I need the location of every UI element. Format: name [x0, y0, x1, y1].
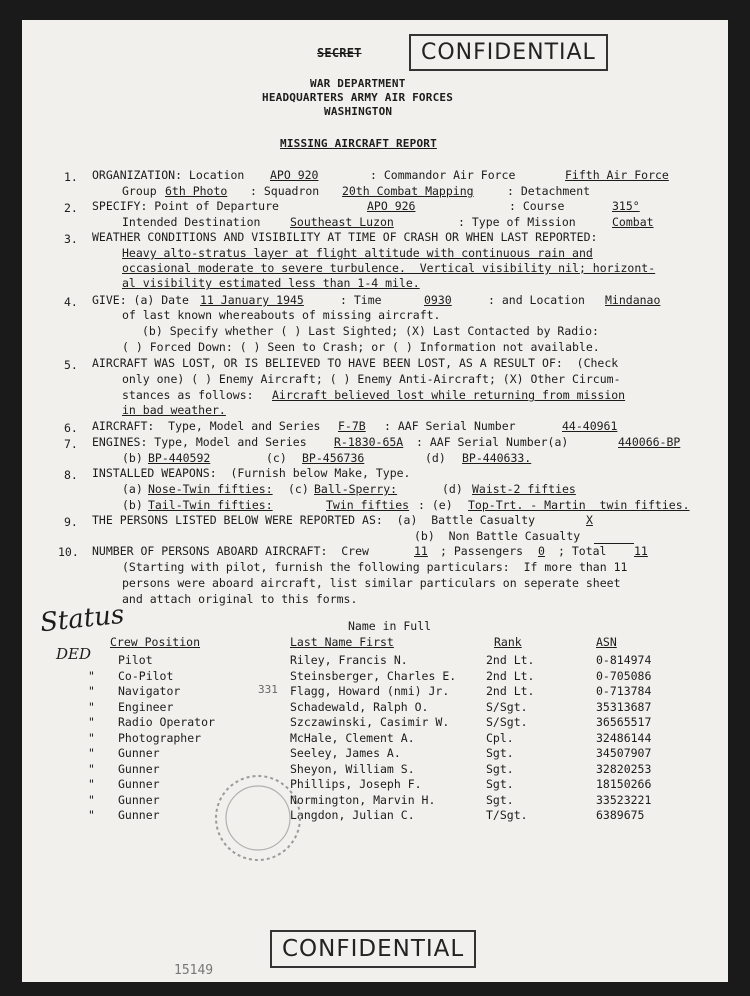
crew-position: Gunner — [118, 746, 160, 760]
ditto-mark: " — [88, 699, 95, 714]
document-page — [22, 20, 728, 982]
weapon-c-label: (c) — [288, 482, 309, 496]
crew-name: Riley, Francis N. — [290, 653, 408, 667]
persons-label: NUMBER OF PERSONS ABOARD AIRCRAFT: Crew — [92, 544, 369, 558]
table-row — [22, 700, 728, 714]
non-battle-label: (b) Non Battle Casualty — [414, 529, 581, 543]
hq-heading: HEADQUARTERS ARMY AIR FORCES — [262, 91, 454, 104]
ditto-mark: " — [88, 730, 95, 745]
circumstances-value: Aircraft believed lost while returning from mission — [272, 388, 626, 402]
weapon-c-value: Ball-Sperry: — [314, 482, 398, 496]
circular-seal — [212, 772, 304, 864]
crew-rank: Sgt. — [486, 777, 514, 791]
crew-value: 11 — [414, 544, 428, 558]
group-label: Group — [122, 184, 157, 198]
item-number: 9. — [64, 515, 78, 529]
crew-name: Seeley, James A. — [290, 746, 401, 760]
item-number: 5. — [64, 358, 78, 372]
crew-position: Gunner — [118, 761, 160, 776]
crew-asn: 35313687 — [596, 699, 652, 714]
weapon-e-value: Top-Trt. - Martin twin fifties. — [468, 498, 690, 512]
crew-name: Normington, Marvin H. — [290, 792, 436, 807]
persons-note-1: (Starting with pilot, furnish the following particulars: If more than 11 — [122, 560, 628, 574]
crew-asn: 18150266 — [596, 777, 652, 791]
crew-rank: Sgt. — [486, 792, 514, 807]
city-heading: WASHINGTON — [324, 105, 393, 118]
whereabouts-value: Mindanao — [605, 293, 661, 307]
crew-asn: 34507907 — [596, 746, 652, 760]
status-handwritten: Status — [38, 599, 126, 639]
crew-asn: 0-713784 — [596, 684, 652, 698]
name-header: Last Name First — [290, 635, 394, 649]
dept-heading: WAR DEPARTMENT — [310, 77, 406, 90]
confidential-stamp-top: CONFIDENTIAL — [409, 34, 608, 71]
org-label: ORGANIZATION: Location — [92, 168, 245, 182]
name-header-top: Name in Full — [348, 619, 432, 633]
detachment-label: : Detachment — [507, 184, 591, 198]
persons-note-3: and attach original to this forms. — [122, 592, 358, 606]
ditto-mark: " — [88, 684, 95, 698]
crew-rank: T/Sgt. — [486, 808, 528, 822]
course-value: 315° — [612, 199, 640, 213]
engine-c-label: (c) — [266, 451, 287, 465]
weapon-b-value: Tail-Twin fifties: — [148, 498, 273, 512]
cause-label: AIRCRAFT WAS LOST, OR IS BELIEVED TO HAVE BEEN LOST, AS A RESULT OF: (Check — [92, 356, 619, 370]
casualty-label: THE PERSONS LISTED BELOW WERE REPORTED AS: (a) Battle Casualty — [92, 513, 536, 527]
crew-rank: 2nd Lt. — [486, 684, 535, 698]
asn-header: ASN — [596, 635, 617, 649]
ded-handwritten: DED — [56, 645, 92, 663]
date-value: 11 January 1945 — [200, 293, 304, 307]
crew-name: Phillips, Joseph F. — [290, 777, 422, 791]
crew-position: Radio Operator — [118, 715, 215, 729]
crew-name: Szczawinski, Casimir W. — [290, 715, 450, 729]
destination-label: Intended Destination — [122, 215, 261, 229]
crew-position: Gunner — [118, 777, 160, 791]
passengers-label: ; Passengers — [440, 544, 524, 558]
departure-value: APO 926 — [367, 199, 416, 213]
crew-rank: Sgt. — [486, 761, 514, 776]
contact-options-2: ( ) Forced Down: ( ) Seen to Crash; or ( ) Information not available. — [122, 340, 600, 354]
crew-name: McHale, Clement A. — [290, 730, 415, 745]
ditto-mark: " — [88, 715, 95, 729]
aircraft-serial-label: : AAF Serial Number — [384, 419, 516, 433]
crew-asn: 0-814974 — [596, 653, 652, 667]
squadron-label: : Squadron — [250, 184, 320, 198]
table-row — [22, 715, 728, 729]
aircraft-serial-value: 44-40961 — [562, 419, 618, 433]
whereabouts-label: : and Location — [488, 293, 585, 307]
ditto-mark: " — [88, 808, 95, 822]
engine-b-label: (b) — [122, 451, 143, 465]
table-row — [22, 762, 728, 776]
weather-line-1: Heavy alto-stratus layer at flight altitude with continuous rain and — [122, 246, 593, 260]
crew-position: Engineer — [118, 699, 174, 714]
ditto-mark: " — [88, 792, 95, 807]
crew-rank: S/Sgt. — [486, 715, 528, 729]
ditto-mark: " — [88, 761, 95, 776]
item-number: 4. — [64, 295, 78, 309]
crew-asn: 32486144 — [596, 730, 652, 745]
table-row — [22, 731, 728, 745]
circumstances-label: stances as follows: — [122, 388, 254, 402]
crew-name: Schadewald, Ralph O. — [290, 699, 429, 714]
passengers-value: 0 — [538, 544, 545, 558]
table-row — [22, 653, 728, 667]
squadron-value: 20th Combat Mapping — [342, 184, 474, 198]
item-number: 8. — [64, 468, 78, 482]
weapon-d-value: Waist-2 fifties — [472, 482, 576, 496]
crew-asn: 36565517 — [596, 715, 652, 729]
document-number: 15149 — [174, 963, 214, 978]
ditto-mark: " — [88, 777, 95, 791]
battle-casualty-value: X — [586, 513, 593, 527]
item-number: 1. — [64, 170, 78, 184]
location-value: APO 920 — [270, 168, 319, 182]
item-number: 2. — [64, 201, 78, 215]
crew-rank: Cpl. — [486, 730, 514, 745]
engine-type-value: R-1830-65A — [334, 435, 404, 449]
contact-options: (b) Specify whether ( ) Last Sighted; (X) Last Contacted by Radio: — [142, 324, 599, 338]
crew-name: Flagg, Howard (nmi) Jr. — [290, 684, 450, 698]
course-label: : Course — [509, 199, 565, 213]
weapon-a-label: (a) — [122, 482, 143, 496]
item-number: 3. — [64, 232, 78, 246]
crew-position: Pilot — [118, 653, 153, 667]
weapon-d-label: (d) — [442, 482, 463, 496]
table-row — [22, 808, 728, 822]
engine-serial-a: 440066-BP — [618, 435, 681, 449]
weapon-b-value-2: Twin fifties — [326, 498, 410, 512]
crew-name: Steinsberger, Charles E. — [290, 668, 457, 683]
whereabouts-note: of last known whereabouts of missing aircraft. — [122, 308, 441, 322]
airforce-value: Fifth Air Force — [565, 168, 669, 182]
crew-position: Co-Pilot — [118, 668, 174, 683]
crew-rank: S/Sgt. — [486, 699, 528, 714]
mission-label: : Type of Mission — [458, 215, 576, 229]
date-label: GIVE: (a) Date — [92, 293, 189, 307]
table-row — [22, 684, 728, 698]
weapons-label: INSTALLED WEAPONS: (Furnish below Make, Type. — [92, 466, 411, 480]
crew-name: Sheyon, William S. — [290, 761, 415, 776]
destination-value: Southeast Luzon — [290, 215, 394, 229]
rank-header: Rank — [494, 635, 522, 649]
weather-line-3: al visibility estimated less than 1-4 mile. — [122, 276, 420, 290]
confidential-stamp-bottom: CONFIDENTIAL — [270, 930, 476, 968]
crew-name: Langdon, Julian C. — [290, 808, 415, 822]
crew-asn: 33523221 — [596, 792, 652, 807]
crew-position: Gunner — [118, 808, 160, 822]
crew-rank: Sgt. — [486, 746, 514, 760]
weapon-b-label: (b) — [122, 498, 143, 512]
position-header: Crew Position — [110, 635, 201, 649]
margin-note: 331 — [258, 683, 278, 696]
crew-position: Photographer — [118, 730, 202, 745]
crew-asn: 32820253 — [596, 761, 652, 776]
ditto-mark: " — [88, 668, 95, 683]
crew-rank: 2nd Lt. — [486, 668, 535, 683]
engine-serial-label: : AAF Serial Number(a) — [416, 435, 569, 449]
time-label: : Time — [340, 293, 382, 307]
total-label: ; Total — [558, 544, 607, 558]
cause-options: only one) ( ) Enemy Aircraft; ( ) Enemy Anti-Aircraft; (X) Other Circum- — [122, 372, 621, 386]
weapon-a-value: Nose-Twin fifties: — [148, 482, 273, 496]
page-title: MISSING AIRCRAFT REPORT — [280, 137, 437, 150]
crew-asn: 6389675 — [596, 808, 645, 822]
ditto-mark: " — [88, 746, 95, 760]
time-value: 0930 — [424, 293, 452, 307]
item-number: 7. — [64, 437, 78, 451]
engine-serial-b: BP-440592 — [148, 451, 211, 465]
crew-position: Navigator — [118, 684, 181, 698]
mission-value: Combat — [612, 215, 654, 229]
engine-d-label: (d) — [425, 451, 446, 465]
departure-label: SPECIFY: Point of Departure — [92, 199, 279, 213]
crew-asn: 0-705086 — [596, 668, 652, 683]
total-value: 11 — [634, 544, 648, 558]
group-value: 6th Photo — [165, 184, 228, 198]
table-row — [22, 746, 728, 760]
table-row — [22, 669, 728, 683]
aircraft-type-value: F-7B — [338, 419, 366, 433]
table-row — [22, 793, 728, 807]
engine-serial-c: BP-456736 — [302, 451, 365, 465]
secret-struck: SECRET — [317, 46, 362, 60]
persons-note-2: persons were aboard aircraft, list similar particulars on seperate sheet — [122, 576, 621, 590]
weather-label: WEATHER CONDITIONS AND VISIBILITY AT TIME OF CRASH OR WHEN LAST REPORTED: — [92, 230, 598, 244]
crew-rank: 2nd Lt. — [486, 653, 535, 667]
engine-serial-d: BP-440633. — [462, 451, 532, 465]
table-row — [22, 777, 728, 791]
engine-type-label: ENGINES: Type, Model and Series — [92, 435, 307, 449]
crew-position: Gunner — [118, 792, 160, 807]
weapon-e-label: : (e) — [418, 498, 453, 512]
item-number: 6. — [64, 421, 78, 435]
item-number: 10. — [58, 545, 79, 559]
aircraft-type-label: AIRCRAFT: Type, Model and Series — [92, 419, 321, 433]
airforce-label: : Commandor Air Force — [370, 168, 516, 182]
circumstances-value-2: in bad weather. — [122, 403, 226, 417]
weather-line-2: occasional moderate to severe turbulence. Vertical visibility nil; horizont- — [122, 261, 656, 275]
